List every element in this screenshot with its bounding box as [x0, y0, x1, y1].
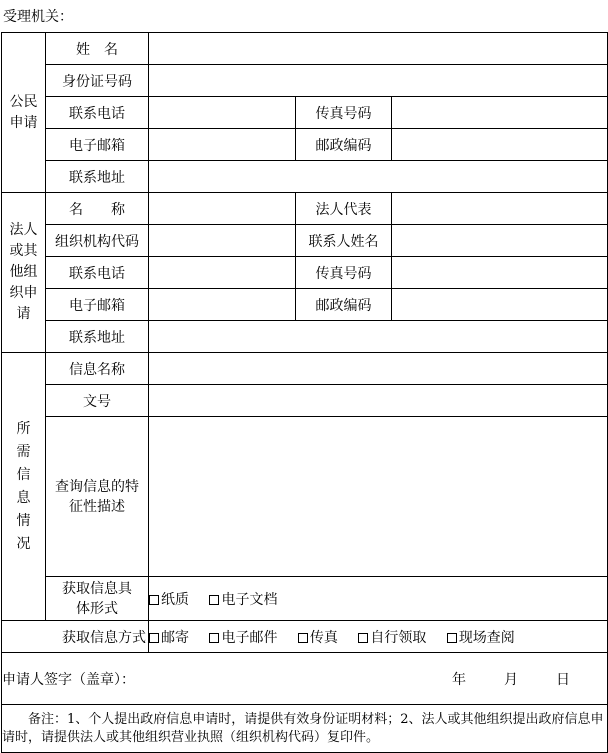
mail-option-label: 邮寄 — [161, 629, 189, 646]
citizen-id-label: 身份证号码 — [46, 65, 149, 97]
signature-row[interactable] — [2, 653, 608, 705]
legal-contact-name-field[interactable] — [392, 225, 608, 257]
legal-email-field[interactable] — [149, 289, 296, 321]
citizen-postcode-label: 邮政编码 — [296, 129, 392, 161]
option-electronic-doc[interactable] — [209, 592, 277, 608]
citizen-section-title-text: 公民申请 — [9, 93, 38, 131]
day-label: 日 — [556, 671, 570, 688]
info-section-title — [2, 353, 46, 621]
legal-section-title-text: 法人或其他组织申请 — [9, 222, 38, 322]
legal-address-field[interactable] — [149, 321, 608, 353]
fax-option-label: 传真 — [309, 629, 338, 646]
option-onsite-review[interactable] — [447, 630, 515, 646]
citizen-fax-label: 传真号码 — [296, 97, 392, 129]
legal-contact-name-label: 联系人姓名 — [296, 225, 392, 257]
form-label-text: 获取信息具体形式 — [62, 580, 132, 617]
form-options — [149, 577, 608, 621]
citizen-phone-label: 联系电话 — [46, 97, 149, 129]
note-row — [2, 705, 608, 753]
citizen-section-title — [2, 33, 46, 193]
option-self-pickup[interactable] — [358, 630, 426, 646]
citizen-address-field[interactable] — [149, 161, 608, 193]
legal-org-code-field[interactable] — [149, 225, 296, 257]
legal-rep-field[interactable] — [392, 193, 608, 225]
legal-postcode-label: 邮政编码 — [296, 289, 392, 321]
description-label-text: 查询信息的特征性描述 — [55, 478, 139, 515]
onsite-review-option-label: 现场查阅 — [458, 629, 515, 646]
method-label — [2, 621, 149, 653]
legal-postcode-field[interactable] — [392, 289, 608, 321]
mail-checkbox[interactable] — [149, 633, 159, 643]
description-field[interactable] — [149, 417, 608, 577]
electronic-doc-option-label: 电子文档 — [221, 591, 278, 608]
citizen-name-field[interactable] — [149, 33, 608, 65]
legal-name-field[interactable] — [149, 193, 296, 225]
citizen-postcode-field[interactable] — [392, 129, 608, 161]
legal-fax-label: 传真号码 — [296, 257, 392, 289]
legal-phone-label: 联系电话 — [46, 257, 149, 289]
method-label-text: 获取信息方式 — [62, 629, 146, 646]
form-label — [46, 577, 149, 621]
receiving-agency-label: 受理机关： — [3, 9, 73, 25]
citizen-id-field[interactable] — [149, 65, 608, 97]
electronic-doc-checkbox[interactable] — [209, 595, 219, 605]
option-fax[interactable] — [298, 630, 338, 646]
legal-phone-field[interactable] — [149, 257, 296, 289]
self-pickup-option-label: 自行领取 — [370, 629, 427, 646]
info-section-title-text: 所需信息情况 — [16, 420, 31, 552]
email-option-label: 电子邮件 — [221, 629, 278, 646]
citizen-fax-field[interactable] — [392, 97, 608, 129]
note-text: 备注：1、个人提出政府信息申请时，请提供有效身份证明材料；2、法人或其他组织提出政府信息申请时，请提供法人或其他组织营业执照（组织机构代码）复印件。 — [2, 711, 604, 745]
legal-fax-field[interactable] — [392, 257, 608, 289]
citizen-phone-field[interactable] — [149, 97, 296, 129]
application-form-table — [1, 32, 608, 753]
info-name-field[interactable] — [149, 353, 608, 385]
legal-section-title — [2, 193, 46, 353]
self-pickup-checkbox[interactable] — [358, 633, 368, 643]
description-label — [46, 417, 149, 577]
legal-email-label: 电子邮箱 — [46, 289, 149, 321]
legal-org-code-label: 组织机构代码 — [46, 225, 149, 257]
citizen-email-label: 电子邮箱 — [46, 129, 149, 161]
email-checkbox[interactable] — [209, 633, 219, 643]
doc-no-label: 文号 — [46, 385, 149, 417]
legal-rep-label: 法人代表 — [296, 193, 392, 225]
citizen-name-label: 姓 名 — [46, 33, 149, 65]
year-label: 年 — [452, 671, 466, 688]
paper-checkbox[interactable] — [149, 595, 159, 605]
onsite-review-checkbox[interactable] — [447, 633, 457, 643]
legal-name-label: 名 称 — [46, 193, 149, 225]
signature-label: 申请人签字（盖章）： — [2, 671, 135, 688]
citizen-email-field[interactable] — [149, 129, 296, 161]
signature-date — [452, 669, 570, 689]
fax-checkbox[interactable] — [298, 633, 308, 643]
option-mail[interactable] — [149, 630, 189, 646]
doc-no-field[interactable] — [149, 385, 608, 417]
option-paper[interactable] — [149, 592, 189, 608]
legal-address-label: 联系地址 — [46, 321, 149, 353]
paper-option-label: 纸质 — [161, 591, 189, 608]
month-label: 月 — [504, 671, 518, 688]
method-options — [149, 621, 608, 653]
info-name-label: 信息名称 — [46, 353, 149, 385]
citizen-address-label: 联系地址 — [46, 161, 149, 193]
option-email[interactable] — [209, 630, 277, 646]
